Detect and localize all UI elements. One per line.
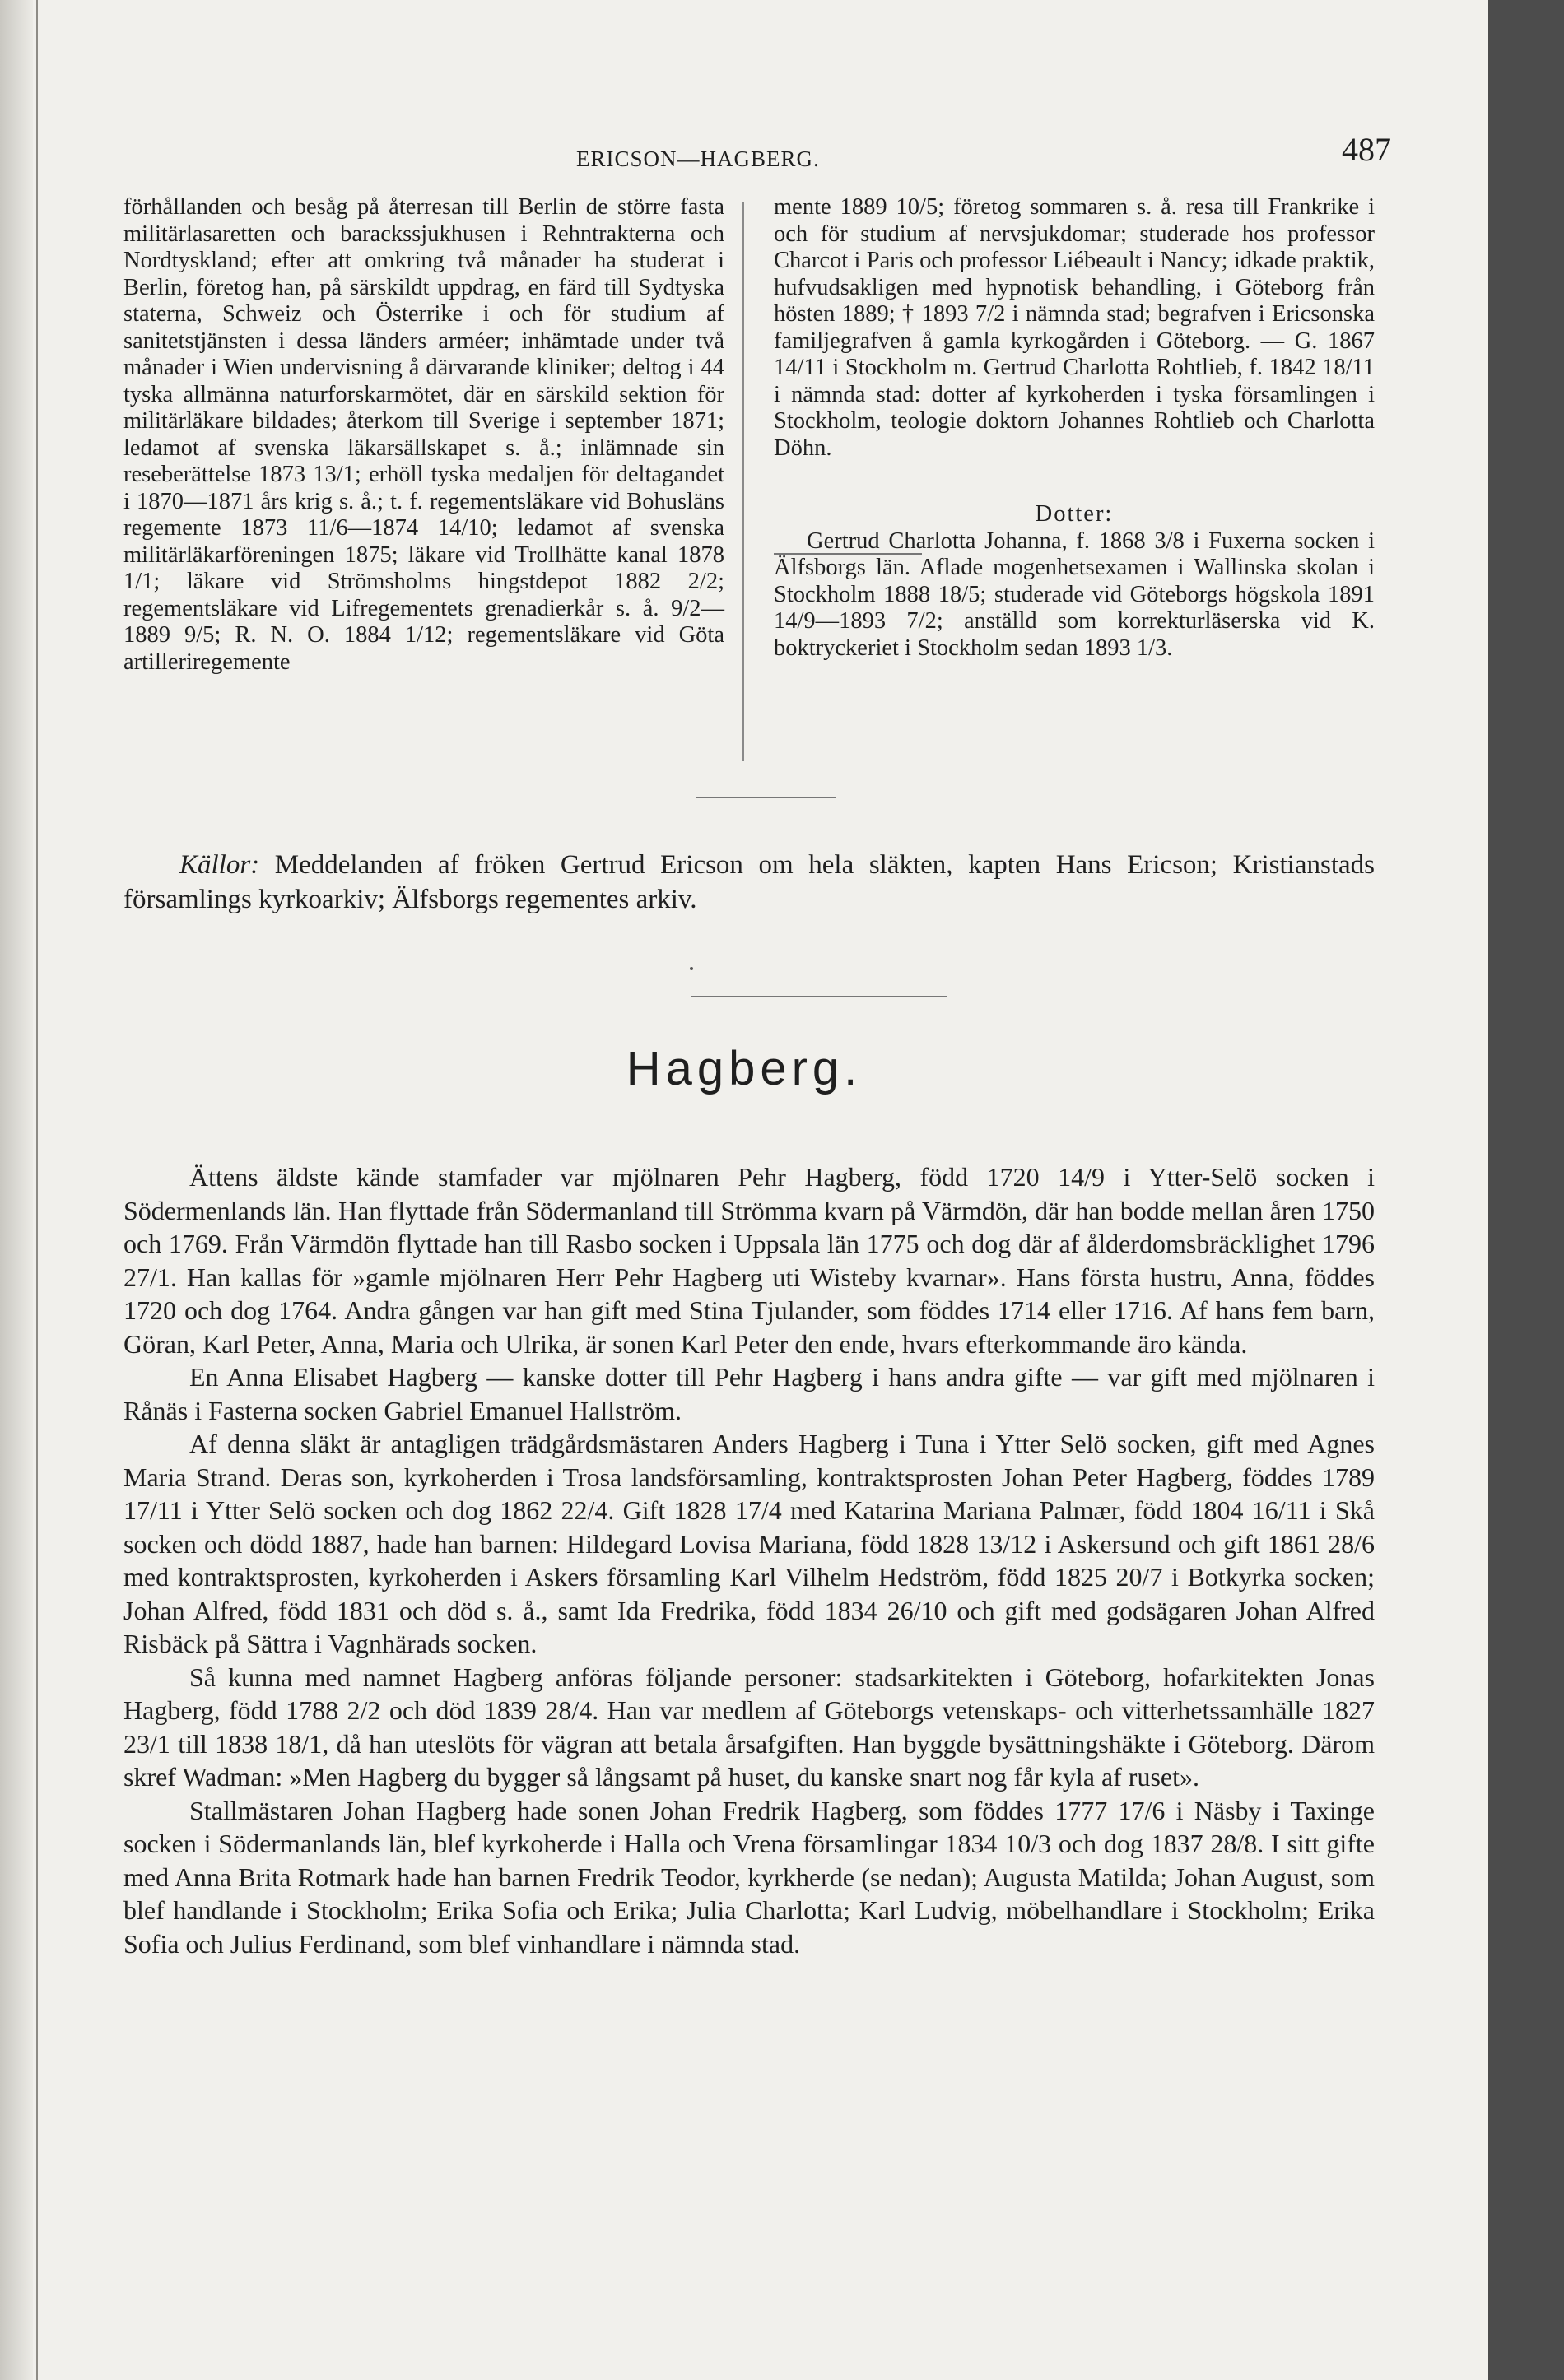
- paragraph: Af denna släkt är antagligen trädgårdsmästaren Anders Hagberg i Tuna i Ytter Selö socken, gift med Agnes Maria Strand. Deras son, kyrkoherden i Trosa landsförsamling, kontraktsprosten Johan Peter Hagberg, föddes 1789 17/11 i Ytter Selö socken och dog 1862 22/4. Gift 1828 17/4 med Katarina Mariana Palmær, född 1804 16/11 i Skå socken och dödd 1887, hade han barnen: Hildegard Lovisa Mariana, född 1828 13/12 i Askersund och gift 1861 28/6 med kontraktsprosten, kyrkoherden i Askers församling Karl Vilhelm Hedström, född 1825 20/7 i Botkyrka socken; Johan Alfred, född 1831 och död s. å., samt Ida Fredrika, född 1834 26/10 och gift med godsägaren Johan Alfred Risbäck på Sättra i Vagnhärads socken.: [123, 1429, 1375, 1658]
- left-column: [123, 194, 724, 676]
- binding-gutter: [0, 0, 33, 2380]
- paragraph: Stallmästaren Johan Hagberg hade sonen Johan Fredrik Hagberg, som föddes 1777 17/6 i Näsby i Taxinge socken i Södermanlands län, blef kyrkoherde i Halla och Vrena församlingar 1834 10/3 och dog 1837 28/8. I sitt gifte med Anna Brita Rotmark hade han barnen Fredrik Teodor, kyrkherde (se nedan); Augusta Matilda; Johan August, som blef handlande i Stockholm; Erika Sofia och Erika; Julia Charlotta; Karl Ludvig, möbelhandlare i Stockholm; Erika Sofia och Julius Ferdinand, som blef vinhandlare i nämnda stad.: [123, 1795, 1375, 1959]
- daughters-label: Dotter:: [1035, 501, 1114, 527]
- separator-rule: [696, 797, 836, 798]
- page-header: [99, 131, 1399, 179]
- body-text: [123, 1160, 1375, 1960]
- paragraph: Så kunna med namnet Hagberg anföras följande personer: stadsarkitekten i Göteborg, hofarkitekten Jonas Hagberg, född 1788 2/2 och död 1839 28/4. Han var medlem af Göteborgs vetenskaps- och vitterhetssamhälle 1827 23/1 till 1838 18/1, då han uteslöts för vägran att betala årsafgiften. Han byggde bysättningshäkte i Göteborg. Därom skref Wadman: »Men Hagberg du bygger så långsamt på huset, du kanske snart nog får kyla af ruset».: [123, 1662, 1375, 1792]
- page-number: 487: [1342, 131, 1391, 168]
- sources: [123, 848, 1375, 917]
- sources-text: Meddelanden af fröken Gertrud Ericson om hela släkten, kapten Hans Ericson; Kristianstads församlings kyrkoarkiv; Älfsborgs regementes arkiv.: [123, 850, 1375, 914]
- section-rule: [691, 996, 947, 997]
- sources-label: Källor:: [179, 850, 260, 880]
- paragraph: En Anna Elisabet Hagberg — kanske dotter till Pehr Hagberg i hans andra gifte — var gift med mjölnaren i Rånäs i Fasterna socken Gabriel Emanuel Hallström.: [123, 1362, 1375, 1425]
- right-column-rule: [774, 553, 922, 555]
- right-column: [774, 194, 1375, 662]
- daughter-entry: Gertrud Charlotta Johanna, f. 1868 3/8 i Fuxerna socken i Älfsborgs län. Aflade mogenhetsexamen i Wallinska skolan i Stockholm 1888 18/5; studerade vid Göteborgs högskola 1891 14/9—1893 7/2; anställd som korrekturläserska vid K. boktryckeriet i Stockholm sedan 1893 1/3.: [774, 528, 1375, 661]
- page-edge: [1488, 0, 1564, 2380]
- ink-dot: [690, 967, 693, 970]
- right-column-continuation: mente 1889 10/5; företog sommaren s. å. resa till Frankrike i och för studium af nervsjukdomar; studerade hos professor Charcot i Paris och professor Liébeault i Nancy; idkade praktik, hufvudsakligen med hypnotisk behandling, i Göteborg från hösten 1889; † 1893 7/2 i nämnda stad; begrafven i Ericsonska familjegrafven å gamla kyrkogården i Göteborg. — G. 1867 14/11 i Stockholm m. Gertrud Charlotta Rohtlieb, f. 1842 18/11 i nämnda stad: dotter af kyrkoherden i tyska församlingen i Stockholm, teologie doktorn Johannes Rohtlieb och Charlotta Döhn.: [774, 194, 1375, 461]
- paragraph: Ättens äldste kände stamfader var mjölnaren Pehr Hagberg, född 1720 14/9 i Ytter-Selö socken i Södermenlands län. Han flyttade från Södermanland till Strömma kvarn på Värmdön, där han bodde mellan åren 1750 och 1769. Från Värmdön flyttade han till Rasbo socken i Uppsala län 1775 och dog där af ålderdomsbräcklighet 1796 27/1. Han kallas för »gamle mjölnaren Herr Pehr Hagberg uti Wisteby kvarnar». Hans första hustru, Anna, föddes 1720 och dog 1764. Andra gången var han gift med Stina Tjulander, som föddes 1714 eller 1716. Af hans fem barn, Göran, Karl Peter, Anna, Maria och Ulrika, är sonen Karl Peter den ende, hvars efterkommande äro kända.: [123, 1162, 1375, 1359]
- column-divider: [742, 202, 744, 761]
- running-head: ERICSON—HAGBERG.: [576, 146, 820, 171]
- section-title: Hagberg.: [626, 1042, 863, 1095]
- left-column-text: förhållanden och besåg på återresan till Berlin de större fasta militärlasaretten och barackssjukhusen i Rehntrakterna och Nordtyskland; efter att omkring två månader ha studerat i Berlin, företog han, på särskildt uppdrag, en färd till Sydtyska staterna, Schweiz och Österrike i och för studium af sanitetstjänsten i dessa länders arméer; inhämtade under två månader i Wien undervisning å därvarande kliniker; deltog i 44 tyska allmänna naturforskarmötet, där en särskild sektion för militärläkare bildades; återkom till Sverige i september 1871; ledamot af svenska läkarsällskapet s. å.; inlämnade sin reseberättelse 1873 13/1; erhöll tyska medaljen för deltagandet i 1870—1871 års krig s. å.; t. f. regementsläkare vid Bohusläns regemente 1873 11/6—1874 14/10; ledamot af svenska militärläkarföreningen 1875; läkare vid Trollhätte kanal 1878 1/1; läkare vid Strömsholms hingstdepot 1882 2/2; regementsläkare vid Lifregementets grenadierkår s. å. 9/2—1889 9/5; R. N. O. 1884 1/12; regementsläkare vid Göta artilleriregemente: [123, 194, 724, 675]
- margin-line: [36, 0, 38, 2380]
